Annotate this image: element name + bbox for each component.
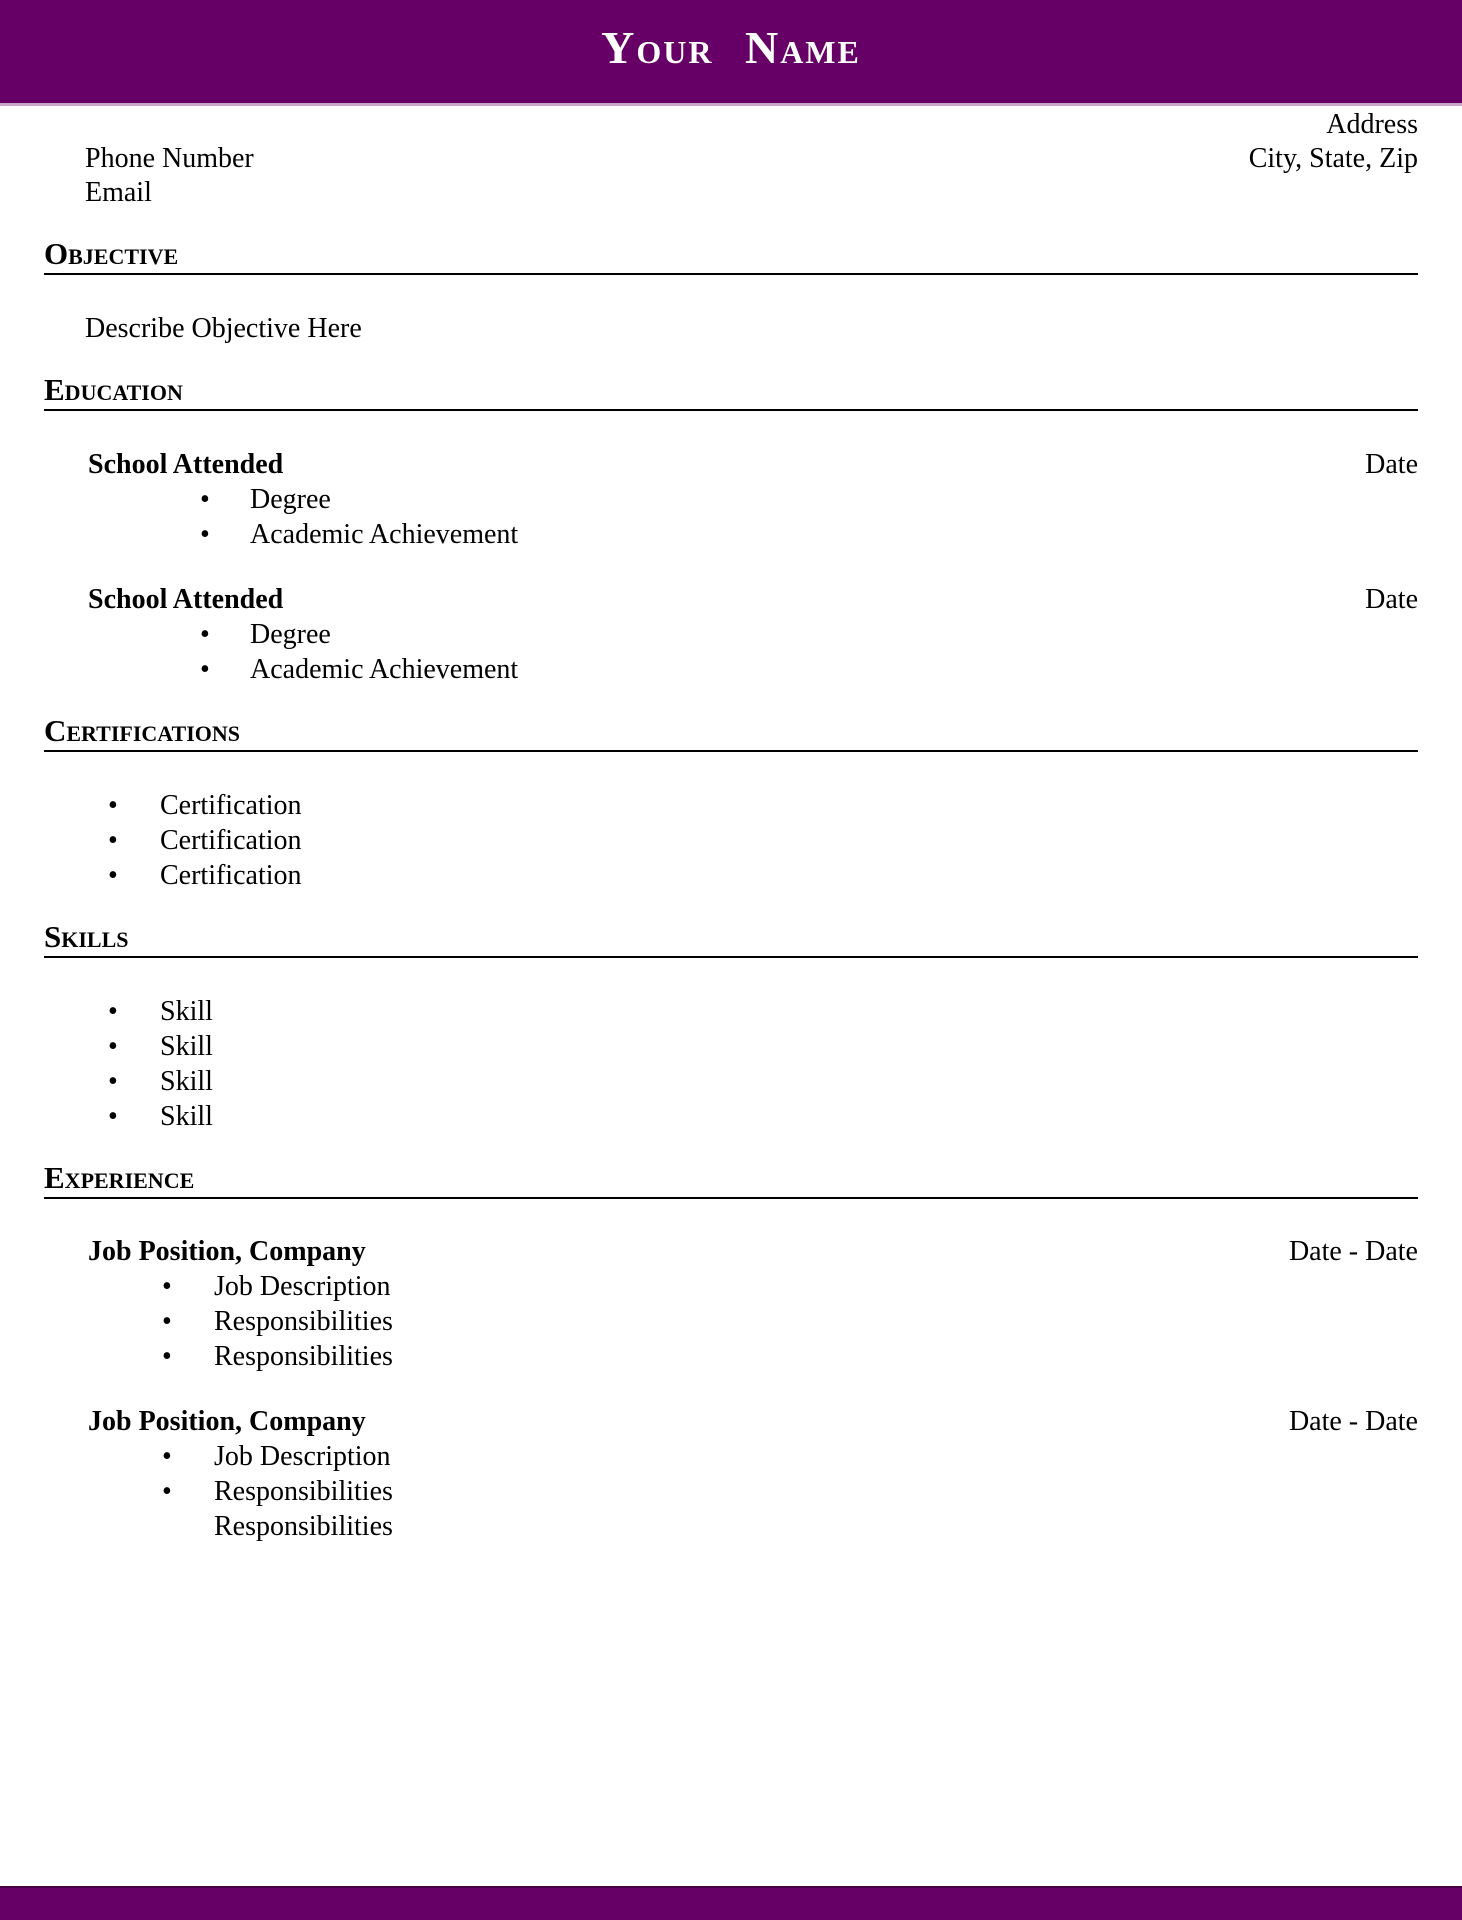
list-item: • Certification [44,788,1418,823]
header-band [0,0,1462,106]
list-item: • Certification [44,823,1418,858]
objective-text: Describe Objective Here [85,313,362,344]
school-name: School Attended [88,449,284,480]
address: Address [1326,109,1418,140]
school-name: School Attended [88,584,284,615]
city-state-zip: City, State, Zip [1248,143,1418,174]
experience-date: Date - Date [1288,1406,1418,1437]
email: Email [85,177,152,208]
list-item: • Responsibilities [44,1339,1418,1374]
list-item: • Certification [44,858,1418,893]
list-item: • Skill [44,1064,1418,1099]
experience-entry [44,1234,1418,1374]
footer-band [0,1886,1462,1920]
section-heading-certifications: Certifications [44,714,1418,752]
section-experience [44,1161,1418,1544]
list-item: • Responsibilities [44,1304,1418,1339]
list-item: • Skill [44,1029,1418,1064]
job-title: Job Position, Company [88,1406,366,1437]
list-item: • Responsibilities [44,1474,1418,1509]
page-title: Your Name [601,22,861,73]
list-item: • Job Description [44,1439,1418,1474]
education-date: Date [1365,584,1418,615]
list-item: • Academic Achievement [44,652,1418,687]
experience-entry [44,1404,1418,1544]
section-heading-education: Education [44,373,1418,411]
section-heading-skills: Skills [44,920,1418,958]
experience-date: Date - Date [1288,1236,1418,1267]
education-entry [44,447,1418,552]
phone-number: Phone Number [85,143,254,174]
education-entry [44,582,1418,687]
contact-block [44,108,1418,210]
education-date: Date [1365,449,1418,480]
section-objective [44,237,1418,346]
job-title: Job Position, Company [88,1236,366,1267]
list-item: Responsibilities [214,1511,393,1542]
list-item: • Academic Achievement [44,517,1418,552]
section-certifications [44,714,1418,893]
list-item: • Job Description [44,1269,1418,1304]
section-heading-objective: Objective [44,237,1418,275]
contact-spacer [44,108,85,142]
section-skills [44,920,1418,1134]
list-item: • Skill [44,994,1418,1029]
list-item: • Degree [44,617,1418,652]
section-heading-experience: Experience [44,1161,1418,1199]
list-item: • Skill [44,1099,1418,1134]
list-item: • Degree [44,482,1418,517]
section-education [44,373,1418,687]
